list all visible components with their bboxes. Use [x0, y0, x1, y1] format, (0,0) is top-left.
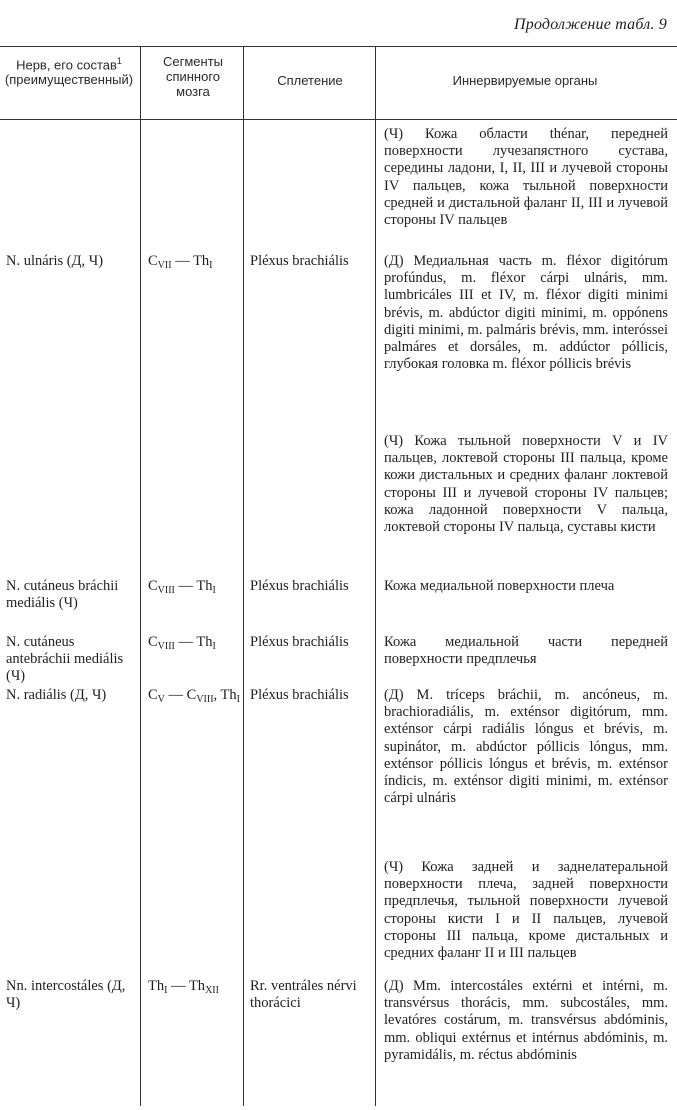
header-nerve-tail: (преимущественный): [4, 72, 134, 88]
header-nerve: [4, 54, 134, 87]
header-nerve-text: Нерв, его состав: [16, 57, 117, 73]
row-4-plexus: Pléxus brachiális: [250, 687, 349, 703]
row-3-nerve: N. cutáneus antebráchii mediális (Ч): [6, 634, 124, 685]
header-organs: Иннервируемые органы: [452, 73, 598, 88]
row-4-seg-tail: , Th: [213, 687, 237, 703]
header-plexus: Сплетение: [277, 73, 343, 88]
row-1-plexus: Pléxus brachiális: [250, 253, 349, 269]
table-caption: Продолжение табл. 9: [513, 16, 667, 33]
row-5-plexus: Rr. ventráles nérvi thorácici: [250, 978, 357, 1012]
row-1-segments: [148, 253, 240, 274]
row-1-organs-1: (Ч) Кожа области thénar, передней поверхности лучезапястного сустава, середины ладони, I, II, III и лучевой стороны IV пальцев, кожа тыльной поверхности средней и дистальной фаланг II, III и лучевой стороны IV пальцев: [384, 126, 668, 229]
row-3-plexus: Pléxus brachiális: [250, 634, 349, 650]
row-3-seg-dash: —: [174, 634, 197, 650]
row-5-nerve: Nn. intercostáles (Д, Ч): [6, 978, 126, 1012]
header-segments: Сегменты спинного мозга: [162, 54, 223, 99]
row-2-seg-a-sub: VIII: [157, 585, 175, 596]
row-5-segments: [148, 978, 240, 999]
row-1-organs-2: (Д) Медиальная часть m. fléxor digitórum profúndus, m. fléxor cárpi ulnáris, mm. lumbricáles III et IV, m. fléxor digiti minimi brévis, m. abdúctor digiti minimi, m. oppónens digiti minimi, m. palmáris brévis, mm. interóssei palmáres et dorsáles, m. addúctor póllicis, глубокая головка m. fléxor póllicis brévis: [384, 253, 668, 373]
row-4-segments: [148, 687, 240, 708]
row-3-seg-b-sub: I: [212, 641, 216, 652]
row-4-seg-a: C: [148, 687, 158, 703]
row-4-seg-a-sub: V: [157, 694, 165, 705]
row-1-seg-dash: —: [171, 253, 194, 269]
row-4-seg-b: C: [186, 687, 197, 703]
column-divider-3: [375, 46, 376, 1106]
row-5-seg-dash: —: [167, 978, 189, 994]
header-bottom-rule: [0, 119, 677, 120]
row-5-seg-b-sub: XII: [205, 985, 219, 996]
row-2-seg-b: Th: [196, 578, 213, 594]
row-4-organs-2: (Ч) Кожа задней и заднелатеральной поверхности плеча, задней поверхности предплечья, тыльной поверхности лучевой стороны кисти I и II пальцев, лучевой стороны III пальца, кроме дистальных и средних фаланг II и III пальцев: [384, 859, 668, 962]
row-1-seg-b-sub: I: [209, 260, 213, 271]
row-5-seg-b: Th: [188, 978, 206, 994]
column-divider-2: [243, 46, 244, 1106]
row-1-seg-b: Th: [193, 253, 210, 269]
column-divider-1: [140, 46, 141, 1106]
row-2-seg-b-sub: I: [212, 585, 216, 596]
row-4-seg-tail-sub: I: [236, 694, 240, 705]
row-5-organs: (Д) Mm. intercostáles extérni et intérni, m. transvérsus thorácis, mm. subcostáles, mm. levatóres costárum, m. transvérsus abdóminis, mm. obliqui extérnus et intérnus abdóminis, m. pyramidális, m. réctus abdóminis: [384, 978, 668, 1063]
row-1-seg-a: C: [148, 253, 158, 269]
row-2-seg-dash: —: [174, 578, 197, 594]
row-4-seg-dash: —: [164, 687, 187, 703]
row-2-organs: Кожа медиальной поверхности плеча: [384, 578, 615, 594]
header-nerve-footnote: 1: [116, 56, 122, 66]
row-2-seg-a: C: [148, 578, 158, 594]
row-1-seg-a-sub: VII: [157, 260, 172, 271]
row-4-organs-1: (Д) M. tríceps bráchii, m. ancóneus, m. brachioradiális, m. exténsor digitórum, mm. exténsor cárpi radiális lóngus et brévis, m. supinátor, m. abdúctor póllicis lóngus, mm. exténsor póllicis lóngus et brévis, m. exténsor índicis, m. exténsor digiti minimi, m. exténsor cárpi ulnáris: [384, 687, 668, 807]
table-top-rule: [0, 46, 677, 47]
row-2-nerve: N. cutáneus bráchii mediális (Ч): [6, 578, 119, 612]
row-1-organs-3: (Ч) Кожа тыльной поверхности V и IV пальцев, локтевой стороны III пальца, кроме кожи дистальных и средних фаланг локтевой стороны III и лучевой стороны IV пальцев; кожа ладонной поверхности V пальца, локтевой стороны IV пальца, суставы кисти: [384, 433, 668, 536]
row-5-seg-a-sub: I: [164, 985, 168, 996]
row-2-segments: [148, 578, 240, 599]
row-3-seg-b: Th: [196, 634, 213, 650]
row-1-nerve: N. ulnáris (Д, Ч): [6, 253, 104, 269]
row-4-seg-b-sub: VIII: [196, 694, 214, 705]
row-3-seg-a: C: [148, 634, 158, 650]
row-3-seg-a-sub: VIII: [157, 641, 175, 652]
row-3-organs: Кожа медиальной части передней поверхности предплечья: [384, 634, 668, 668]
row-2-plexus: Pléxus brachiális: [250, 578, 349, 594]
nerve-table: [0, 46, 677, 1106]
row-4-nerve: N. radiális (Д, Ч): [6, 687, 107, 703]
row-3-segments: [148, 634, 240, 655]
row-5-seg-a: Th: [148, 978, 165, 994]
